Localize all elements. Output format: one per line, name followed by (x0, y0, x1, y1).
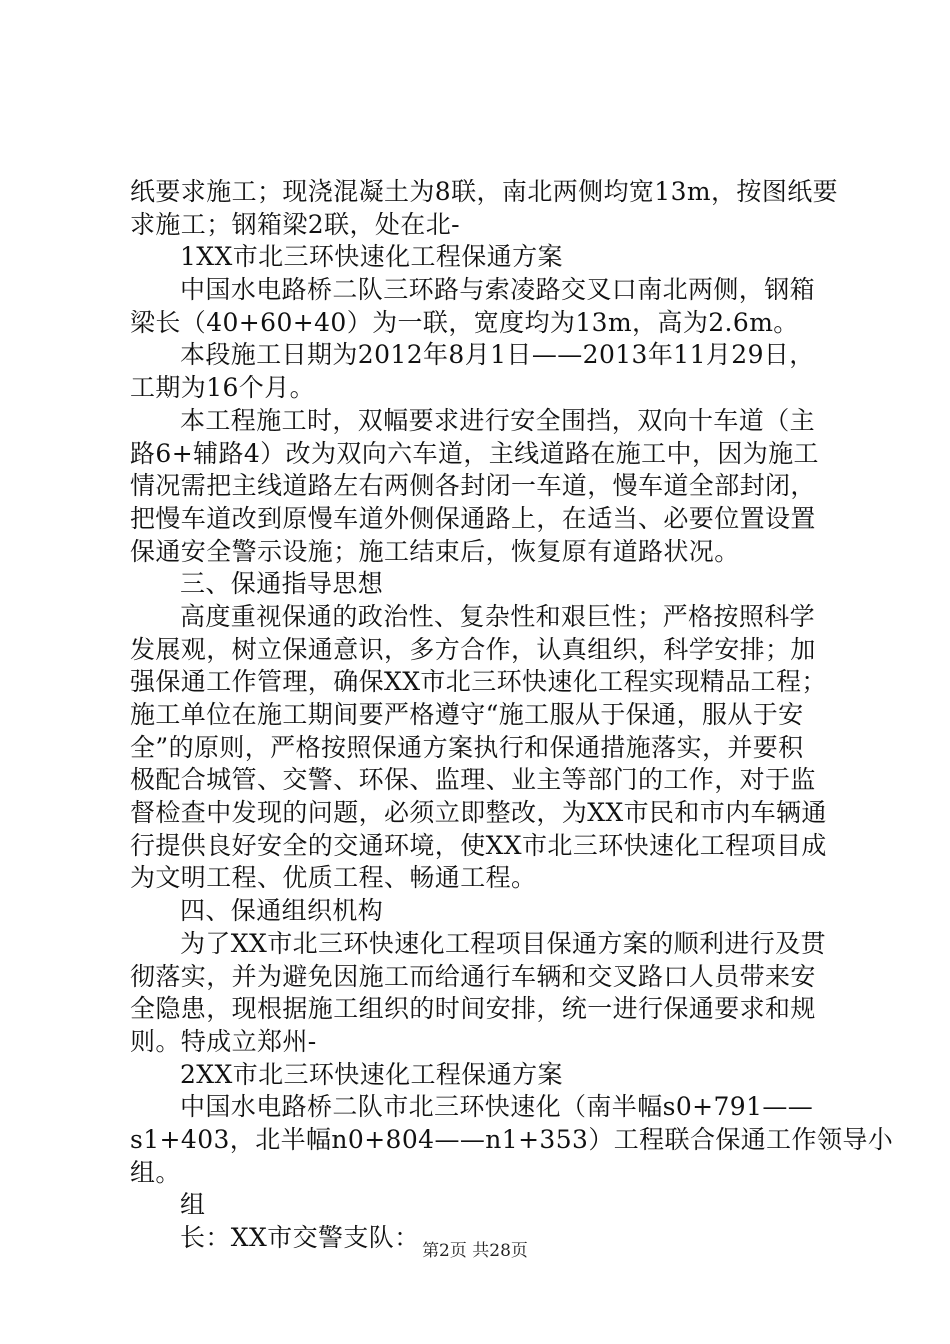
text-line: s1+403，北半幅n0+804——n1+353）工程联合保通工作领导小 (130, 1124, 894, 1154)
section-heading: 2XX市北三环快速化工程保通方案 (180, 1059, 563, 1089)
text-line: 纸要求施工；现浇混凝土为8联，南北两侧均宽13m，按图纸要 (130, 177, 839, 206)
body-text (130, 176, 894, 1255)
text-line: 把慢车道改到原慢车道外侧保通路上，在适当、必要位置设置 (130, 503, 816, 533)
text-line: 组 (180, 1190, 206, 1220)
text-line: 路6+辅路4）改为双向六车道，主线道路在施工中，因为施工 (130, 438, 819, 468)
text-line: 强保通工作管理，确保XX市北三环快速化工程实现精品工程； (130, 667, 827, 697)
text-line: 施工单位在施工期间要严格遵守“施工服从于保通，服从于安 (130, 700, 804, 729)
page-number-footer: 第2页 共28页 (422, 1241, 528, 1261)
section-heading: 三、保通指导思想 (180, 569, 384, 599)
text-line: 工期为16个月。 (130, 373, 316, 403)
text-line: 全隐患，现根据施工组织的时间安排，统一进行保通要求和规 (130, 994, 816, 1024)
text-line: 本工程施工时，双幅要求进行安全围挡，双向十车道（主 (180, 405, 816, 435)
text-line: 高度重视保通的政治性、复杂性和艰巨性；严格按照科学 (180, 601, 816, 631)
text-line: 为了XX市北三环快速化工程项目保通方案的顺利进行及贯 (180, 928, 826, 958)
text-line: 发展观，树立保通意识，多方合作，认真组织，科学安排；加 (130, 634, 816, 664)
text-line: 为文明工程、优质工程、畅通工程。 (130, 863, 537, 893)
text-line: 督检查中发现的问题，必须立即整改，为XX市民和市内车辆通 (130, 798, 827, 828)
text-line: 极配合城管、交警、环保、监理、业主等部门的工作，对于监 (130, 765, 816, 795)
section-heading: 四、保通组织机构 (180, 896, 384, 926)
text-line: 行提供良好安全的交通环境，使XX市北三环快速化工程项目成 (130, 830, 827, 860)
text-line: 组。 (130, 1157, 181, 1187)
text-line: 情况需把主线道路左右两侧各封闭一车道，慢车道全部封闭， (130, 471, 816, 501)
text-line: 本段施工日期为2012年8月1日——2013年11月29日， (180, 340, 815, 370)
section-heading: 1XX市北三环快速化工程保通方案 (180, 242, 563, 272)
text-line: 求施工；钢箱梁2联，处在北- (130, 209, 460, 239)
text-line: 中国水电路桥二队市北三环快速化（南半幅s0+791—— (180, 1092, 814, 1122)
text-line: 则。特成立郑州- (130, 1026, 317, 1056)
text-line: 长：XX市交警支队： (180, 1223, 420, 1252)
text-line: 彻落实，并为避免因施工而给通行车辆和交叉路口人员带来安 (130, 961, 816, 991)
text-line: 保通安全警示设施；施工结束后，恢复原有道路状况。 (130, 536, 740, 566)
text-line: 中国水电路桥二队三环路与索凌路交叉口南北两侧，钢箱 (180, 275, 816, 305)
text-line: 梁长（40+60+40）为一联，宽度均为13m，高为2.6m。 (130, 307, 799, 337)
text-line: 全”的原则，严格按照保通方案执行和保通措施落实，并要积 (130, 732, 804, 762)
